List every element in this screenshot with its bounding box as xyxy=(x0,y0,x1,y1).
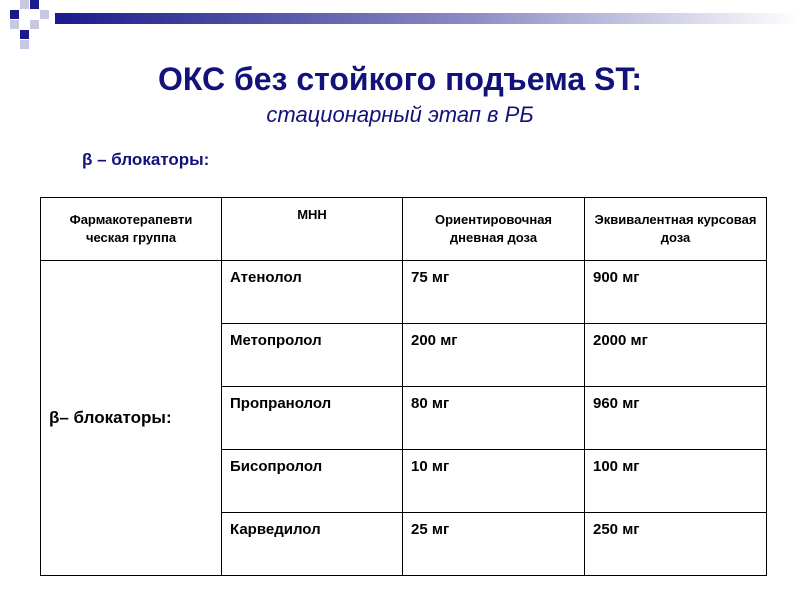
header-daily-dose: Ориентировочная дневная доза xyxy=(403,198,585,261)
header-pharm-group: Фармакотерапевти ческая группа xyxy=(41,198,222,261)
daily-dose-cell: 10 мг xyxy=(403,450,585,513)
mnn-cell: Бисопролол xyxy=(222,450,403,513)
header-gradient-bar xyxy=(55,13,800,24)
course-dose-cell: 2000 мг xyxy=(585,324,767,387)
decor-square xyxy=(30,20,39,29)
mnn-cell: Пропранолол xyxy=(222,387,403,450)
slide-subtitle: стационарный этап в РБ xyxy=(266,102,534,127)
mnn-cell: Атенолол xyxy=(222,261,403,324)
table-header-row xyxy=(41,198,767,261)
decor-square xyxy=(20,0,29,9)
decor-square xyxy=(30,0,39,9)
section-heading: β – блокаторы: xyxy=(82,150,210,169)
slide-title: ОКС без стойкого подъема ST: xyxy=(157,61,643,97)
course-dose-cell: 100 мг xyxy=(585,450,767,513)
decor-square xyxy=(20,40,29,49)
daily-dose-cell: 200 мг xyxy=(403,324,585,387)
daily-dose-cell: 75 мг xyxy=(403,261,585,324)
decor-square xyxy=(10,20,19,29)
course-dose-cell: 960 мг xyxy=(585,387,767,450)
daily-dose-cell: 25 мг xyxy=(403,513,585,576)
course-dose-cell: 900 мг xyxy=(585,261,767,324)
header-decoration xyxy=(0,0,800,60)
group-cell: β– блокаторы: xyxy=(41,261,222,576)
decor-square xyxy=(10,10,19,19)
mnn-cell: Метопролол xyxy=(222,324,403,387)
course-dose-cell: 250 мг xyxy=(585,513,767,576)
decor-square xyxy=(20,30,29,39)
daily-dose-cell: 80 мг xyxy=(403,387,585,450)
drug-dosage-table xyxy=(40,197,767,576)
decor-square xyxy=(40,10,49,19)
header-course-dose: Эквивалентная курсовая доза xyxy=(585,198,767,261)
mnn-cell: Карведилол xyxy=(222,513,403,576)
header-mnn: МНН xyxy=(222,198,403,261)
table-row xyxy=(41,261,767,324)
